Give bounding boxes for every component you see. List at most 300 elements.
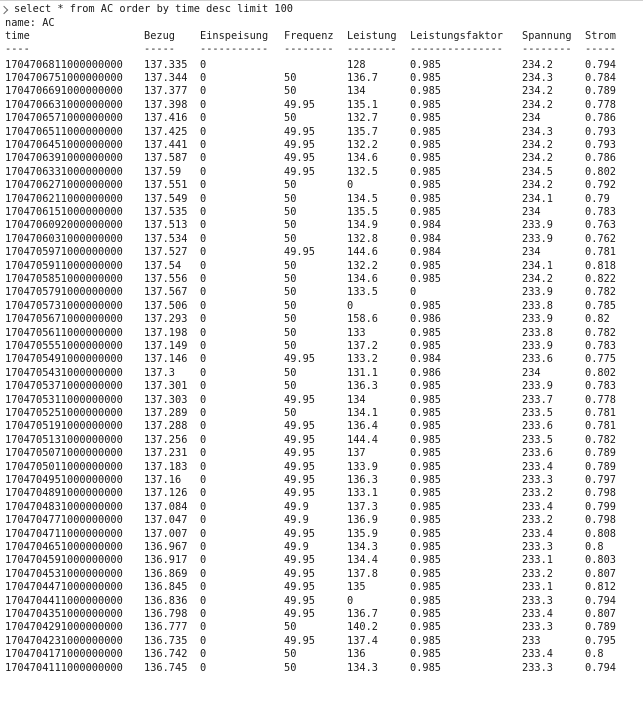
table-cell: 136.869 xyxy=(144,567,188,580)
table-cell: 0 xyxy=(200,406,207,419)
table-row xyxy=(0,394,643,407)
table-cell: 134.5 xyxy=(347,192,378,205)
table-row xyxy=(0,461,643,474)
table-cell: 1704705551000000000 xyxy=(5,339,123,352)
table-cell: 0.985 xyxy=(410,205,441,218)
table-cell: 49.95 xyxy=(284,487,315,500)
table-cell: 0.985 xyxy=(410,299,441,312)
table-cell: 0 xyxy=(200,514,207,527)
table-cell: 0.985 xyxy=(410,487,441,500)
table-cell: 0.985 xyxy=(410,138,441,151)
table-cell: 0.783 xyxy=(585,205,616,218)
table-cell: 1704706691000000000 xyxy=(5,85,123,98)
table-cell: 0.985 xyxy=(410,607,441,620)
table-cell: 136.742 xyxy=(144,648,188,661)
table-cell: 136.3 xyxy=(347,473,378,486)
table-cell: 234.1 xyxy=(522,192,553,205)
table-cell: 1704704291000000000 xyxy=(5,621,123,634)
table-row xyxy=(0,206,643,219)
table-cell: 50 xyxy=(284,85,297,98)
table-row xyxy=(0,72,643,85)
table-row xyxy=(0,152,643,165)
table-cell: 1704706211000000000 xyxy=(5,192,123,205)
column-separator: -------- xyxy=(522,43,572,55)
table-cell: 1704706151000000000 xyxy=(5,205,123,218)
table-row xyxy=(0,193,643,206)
column-header: Frequenz xyxy=(284,30,334,42)
table-cell: 0.782 xyxy=(585,286,616,299)
table-cell: 0.822 xyxy=(585,272,616,285)
table-cell: 0 xyxy=(200,259,207,272)
table-cell: 1704705491000000000 xyxy=(5,353,123,366)
table-cell: 233.3 xyxy=(522,540,553,553)
table-cell: 137.527 xyxy=(144,246,188,259)
table-cell: 133.2 xyxy=(347,353,378,366)
table-cell: 0 xyxy=(410,286,417,299)
table-row xyxy=(0,648,643,661)
table-cell: 137.231 xyxy=(144,447,188,460)
table-cell: 137.344 xyxy=(144,71,188,84)
table-cell: 0.794 xyxy=(585,594,616,607)
table-cell: 50 xyxy=(284,621,297,634)
table-cell: 0 xyxy=(200,179,207,192)
table-cell: 0.793 xyxy=(585,138,616,151)
table-cell: 1704704351000000000 xyxy=(5,607,123,620)
table-cell: 1704705911000000000 xyxy=(5,259,123,272)
table-row xyxy=(0,380,643,393)
table-cell: 233.6 xyxy=(522,447,553,460)
table-cell: 0 xyxy=(200,98,207,111)
table-cell: 0.985 xyxy=(410,71,441,84)
table-cell: 233.7 xyxy=(522,393,553,406)
table-cell: 132.5 xyxy=(347,165,378,178)
table-cell: 49.95 xyxy=(284,353,315,366)
table-cell: 0 xyxy=(200,165,207,178)
table-cell: 0.783 xyxy=(585,339,616,352)
table-cell: 50 xyxy=(284,366,297,379)
table-cell: 0.781 xyxy=(585,420,616,433)
table-cell: 0 xyxy=(200,621,207,634)
table-row xyxy=(0,233,643,246)
table-cell: 234 xyxy=(522,246,541,259)
table-cell: 233.6 xyxy=(522,420,553,433)
table-cell: 136.9 xyxy=(347,514,378,527)
table-cell: 1704705851000000000 xyxy=(5,272,123,285)
table-cell: 49.95 xyxy=(284,460,315,473)
column-header: time xyxy=(5,30,30,42)
table-cell: 50 xyxy=(284,339,297,352)
table-cell: 49.95 xyxy=(284,554,315,567)
table-cell: 0.985 xyxy=(410,152,441,165)
table-cell: 1704706451000000000 xyxy=(5,138,123,151)
table-row xyxy=(0,501,643,514)
table-row xyxy=(0,340,643,353)
table-cell: 49.9 xyxy=(284,500,309,513)
table-cell: 49.9 xyxy=(284,540,309,553)
table-row xyxy=(0,166,643,179)
table-cell: 0 xyxy=(200,192,207,205)
table-cell: 137.425 xyxy=(144,125,188,138)
table-cell: 1704705011000000000 xyxy=(5,460,123,473)
table-cell: 137.59 xyxy=(144,165,182,178)
table-cell: 0 xyxy=(200,648,207,661)
table-cell: 134.6 xyxy=(347,272,378,285)
table-cell: 0.985 xyxy=(410,460,441,473)
table-cell: 0.807 xyxy=(585,607,616,620)
table-row xyxy=(0,447,643,460)
table-cell: 0.799 xyxy=(585,500,616,513)
table-cell: 0.794 xyxy=(585,661,616,674)
table-row xyxy=(0,59,643,72)
table-row xyxy=(0,112,643,125)
table-cell: 1704706391000000000 xyxy=(5,152,123,165)
table-cell: 158.6 xyxy=(347,313,378,326)
table-cell: 136.745 xyxy=(144,661,188,674)
table-row xyxy=(0,273,643,286)
table-cell: 137.288 xyxy=(144,420,188,433)
chevron-right-icon xyxy=(0,5,8,13)
table-cell: 0.782 xyxy=(585,326,616,339)
table-cell: 137.54 xyxy=(144,259,182,272)
table-cell: 49.95 xyxy=(284,125,315,138)
table-cell: 50 xyxy=(284,299,297,312)
table-cell: 233.9 xyxy=(522,232,553,245)
table-cell: 137.587 xyxy=(144,152,188,165)
table-cell: 0.985 xyxy=(410,326,441,339)
table-cell: 234 xyxy=(522,112,541,125)
table-cell: 50 xyxy=(284,205,297,218)
table-cell: 233.3 xyxy=(522,661,553,674)
table-cell: 135.9 xyxy=(347,527,378,540)
table-cell: 0 xyxy=(200,433,207,446)
column-separator: ----------- xyxy=(200,43,269,55)
table-row xyxy=(0,662,643,675)
table-cell: 137.534 xyxy=(144,232,188,245)
table-cell: 50 xyxy=(284,648,297,661)
table-cell: 0 xyxy=(200,232,207,245)
table-cell: 136.777 xyxy=(144,621,188,634)
table-cell: 0.786 xyxy=(585,112,616,125)
table-cell: 0.985 xyxy=(410,621,441,634)
table-cell: 132.2 xyxy=(347,138,378,151)
table-cell: 134.9 xyxy=(347,219,378,232)
table-cell: 137.198 xyxy=(144,326,188,339)
table-cell: 0 xyxy=(200,594,207,607)
table-cell: 1704705611000000000 xyxy=(5,326,123,339)
table-cell: 134.4 xyxy=(347,554,378,567)
table-cell: 0 xyxy=(200,138,207,151)
table-cell: 0 xyxy=(200,313,207,326)
table-cell: 49.95 xyxy=(284,433,315,446)
table-cell: 133 xyxy=(347,326,366,339)
table-cell: 0.793 xyxy=(585,125,616,138)
table-cell: 233.9 xyxy=(522,219,553,232)
table-cell: 1704706092000000000 xyxy=(5,219,123,232)
table-cell: 50 xyxy=(284,286,297,299)
table-cell: 140.2 xyxy=(347,621,378,634)
table-cell: 1704705251000000000 xyxy=(5,406,123,419)
table-cell: 0.8 xyxy=(585,648,604,661)
table-cell: 133.5 xyxy=(347,286,378,299)
table-cell: 1704705071000000000 xyxy=(5,447,123,460)
table-cell: 137.301 xyxy=(144,380,188,393)
table-cell: 0.985 xyxy=(410,661,441,674)
table-cell: 0 xyxy=(200,634,207,647)
table-cell: 233.1 xyxy=(522,581,553,594)
table-cell: 136.967 xyxy=(144,540,188,553)
table-cell: 136.845 xyxy=(144,581,188,594)
table-row xyxy=(0,581,643,594)
table-cell: 0 xyxy=(200,272,207,285)
table-cell: 50 xyxy=(284,326,297,339)
table-cell: 1704705731000000000 xyxy=(5,299,123,312)
table-row xyxy=(0,407,643,420)
table-cell: 0 xyxy=(347,594,354,607)
table-cell: 0 xyxy=(200,487,207,500)
table-cell: 50 xyxy=(284,219,297,232)
table-cell: 0.985 xyxy=(410,272,441,285)
table-cell: 0.82 xyxy=(585,313,610,326)
table-cell: 234.3 xyxy=(522,71,553,84)
table-cell: 49.95 xyxy=(284,607,315,620)
table-cell: 0.985 xyxy=(410,165,441,178)
table-cell: 136.7 xyxy=(347,71,378,84)
table-cell: 0.783 xyxy=(585,380,616,393)
table-cell: 1704706331000000000 xyxy=(5,165,123,178)
table-cell: 1704704591000000000 xyxy=(5,554,123,567)
table-cell: 0.985 xyxy=(410,634,441,647)
table-cell: 50 xyxy=(284,259,297,272)
table-cell: 0.984 xyxy=(410,232,441,245)
table-cell: 234.2 xyxy=(522,272,553,285)
table-cell: 137.441 xyxy=(144,138,188,151)
table-cell: 49.95 xyxy=(284,246,315,259)
table-row xyxy=(0,99,643,112)
table-cell: 132.7 xyxy=(347,112,378,125)
table-cell: 1704706271000000000 xyxy=(5,179,123,192)
column-separator: --------------- xyxy=(410,43,503,55)
table-cell: 0 xyxy=(200,85,207,98)
table-cell: 136.798 xyxy=(144,607,188,620)
table-cell: 0.785 xyxy=(585,299,616,312)
table-cell: 0.795 xyxy=(585,634,616,647)
table-row xyxy=(0,139,643,152)
table-cell: 137.16 xyxy=(144,473,182,486)
table-cell: 0 xyxy=(200,393,207,406)
table-cell: 0.985 xyxy=(410,85,441,98)
table-cell: 50 xyxy=(284,232,297,245)
table-cell: 1704704951000000000 xyxy=(5,473,123,486)
table-cell: 0 xyxy=(200,473,207,486)
table-cell: 0.985 xyxy=(410,540,441,553)
table-cell: 1704704711000000000 xyxy=(5,527,123,540)
column-separator: -------- xyxy=(284,43,334,55)
table-cell: 233.1 xyxy=(522,554,553,567)
table-cell: 0.985 xyxy=(410,473,441,486)
table-cell: 0.789 xyxy=(585,447,616,460)
table-cell: 137.513 xyxy=(144,219,188,232)
column-header: Leistung xyxy=(347,30,397,42)
table-cell: 137.303 xyxy=(144,393,188,406)
table-cell: 50 xyxy=(284,380,297,393)
table-cell: 133.1 xyxy=(347,487,378,500)
table-cell: 0 xyxy=(200,112,207,125)
table-cell: 233.6 xyxy=(522,353,553,366)
table-cell: 0.778 xyxy=(585,98,616,111)
table-cell: 0.985 xyxy=(410,380,441,393)
table-cell: 0.775 xyxy=(585,353,616,366)
table-cell: 137.256 xyxy=(144,433,188,446)
table-cell: 134.3 xyxy=(347,661,378,674)
table-cell: 49.95 xyxy=(284,98,315,111)
table-cell: 49.95 xyxy=(284,473,315,486)
table-cell: 0 xyxy=(200,339,207,352)
table-cell: 0.985 xyxy=(410,406,441,419)
table-row xyxy=(0,568,643,581)
column-separator: ----- xyxy=(585,43,616,55)
table-cell: 1704705431000000000 xyxy=(5,366,123,379)
table-cell: 1704704171000000000 xyxy=(5,648,123,661)
table-cell: 0.8 xyxy=(585,540,604,553)
table-cell: 137.084 xyxy=(144,500,188,513)
table-cell: 0.807 xyxy=(585,567,616,580)
table-cell: 234 xyxy=(522,205,541,218)
table-cell: 134 xyxy=(347,85,366,98)
table-cell: 1704705971000000000 xyxy=(5,246,123,259)
table-cell: 49.9 xyxy=(284,514,309,527)
table-cell: 1704704651000000000 xyxy=(5,540,123,553)
table-cell: 1704706511000000000 xyxy=(5,125,123,138)
table-cell: 0.985 xyxy=(410,259,441,272)
table-cell: 137.551 xyxy=(144,179,188,192)
table-cell: 137.567 xyxy=(144,286,188,299)
table-cell: 49.95 xyxy=(284,138,315,151)
table-cell: 132.8 xyxy=(347,232,378,245)
table-cell: 136.836 xyxy=(144,594,188,607)
table-cell: 234.2 xyxy=(522,58,553,71)
table-cell: 1704706631000000000 xyxy=(5,98,123,111)
table-cell: 1704706031000000000 xyxy=(5,232,123,245)
table-cell: 0 xyxy=(200,420,207,433)
table-cell: 131.1 xyxy=(347,366,378,379)
table-cell: 233.5 xyxy=(522,406,553,419)
table-row xyxy=(0,635,643,648)
table-cell: 0.79 xyxy=(585,192,610,205)
table-cell: 1704705371000000000 xyxy=(5,380,123,393)
table-cell: 0.818 xyxy=(585,259,616,272)
column-header: Spannung xyxy=(522,30,572,42)
table-cell: 49.95 xyxy=(284,420,315,433)
table-cell: 0.782 xyxy=(585,433,616,446)
table-cell: 233.2 xyxy=(522,487,553,500)
table-cell: 134.1 xyxy=(347,406,378,419)
table-cell: 0 xyxy=(200,500,207,513)
table-cell: 136.917 xyxy=(144,554,188,567)
table-cell: 134.3 xyxy=(347,540,378,553)
table-cell: 0.784 xyxy=(585,71,616,84)
table-cell: 133.9 xyxy=(347,460,378,473)
table-row xyxy=(0,420,643,433)
table-cell: 1704706751000000000 xyxy=(5,71,123,84)
column-header: Strom xyxy=(585,30,616,42)
table-cell: 1704706571000000000 xyxy=(5,112,123,125)
table-cell: 50 xyxy=(284,661,297,674)
table-cell: 233 xyxy=(522,634,541,647)
table-cell: 0.985 xyxy=(410,594,441,607)
table-cell: 0.984 xyxy=(410,219,441,232)
table-row xyxy=(0,474,643,487)
table-row xyxy=(0,260,643,273)
column-header: Einspeisung xyxy=(200,30,269,42)
table-cell: 233.9 xyxy=(522,380,553,393)
table-row xyxy=(0,554,643,567)
table-cell: 0.797 xyxy=(585,473,616,486)
table-cell: 0.985 xyxy=(410,500,441,513)
column-header: Leistungsfaktor xyxy=(410,30,503,42)
table-cell: 136 xyxy=(347,648,366,661)
table-cell: 0.985 xyxy=(410,393,441,406)
table-row xyxy=(0,608,643,621)
table-row xyxy=(0,327,643,340)
table-cell: 137.335 xyxy=(144,58,188,71)
query-prompt-line xyxy=(0,3,293,16)
table-cell: 0.985 xyxy=(410,648,441,661)
table-cell: 0 xyxy=(200,554,207,567)
table-cell: 0.985 xyxy=(410,420,441,433)
table-cell: 234.5 xyxy=(522,165,553,178)
table-cell: 134.6 xyxy=(347,152,378,165)
table-cell: 49.95 xyxy=(284,447,315,460)
table-cell: 1704705671000000000 xyxy=(5,313,123,326)
table-cell: 233.8 xyxy=(522,299,553,312)
table-cell: 0.808 xyxy=(585,527,616,540)
table-cell: 50 xyxy=(284,406,297,419)
table-cell: 233.2 xyxy=(522,514,553,527)
table-cell: 0.985 xyxy=(410,112,441,125)
table-cell: 1704704471000000000 xyxy=(5,581,123,594)
table-cell: 137.535 xyxy=(144,205,188,218)
table-cell: 137.506 xyxy=(144,299,188,312)
table-row xyxy=(0,313,643,326)
table-cell: 0.986 xyxy=(410,313,441,326)
table-cell: 0 xyxy=(200,567,207,580)
table-cell: 0.798 xyxy=(585,514,616,527)
table-cell: 144.4 xyxy=(347,433,378,446)
table-cell: 233.3 xyxy=(522,594,553,607)
table-row xyxy=(0,514,643,527)
table-cell: 0 xyxy=(200,152,207,165)
table-row xyxy=(0,353,643,366)
table-cell: 137.289 xyxy=(144,406,188,419)
table-row xyxy=(0,126,643,139)
table-cell: 0.786 xyxy=(585,152,616,165)
table-cell: 0 xyxy=(200,447,207,460)
table-cell: 233.4 xyxy=(522,527,553,540)
table-cell: 0.802 xyxy=(585,366,616,379)
table-cell: 0.789 xyxy=(585,460,616,473)
table-cell: 0.985 xyxy=(410,447,441,460)
table-cell: 233.9 xyxy=(522,339,553,352)
table-cell: 0.985 xyxy=(410,192,441,205)
table-row xyxy=(0,367,643,380)
table-cell: 0.985 xyxy=(410,567,441,580)
table-cell: 137.416 xyxy=(144,112,188,125)
table-cell: 132.2 xyxy=(347,259,378,272)
table-cell: 0.789 xyxy=(585,621,616,634)
table-cell: 0.812 xyxy=(585,581,616,594)
table-cell: 49.95 xyxy=(284,152,315,165)
table-cell: 233.9 xyxy=(522,286,553,299)
